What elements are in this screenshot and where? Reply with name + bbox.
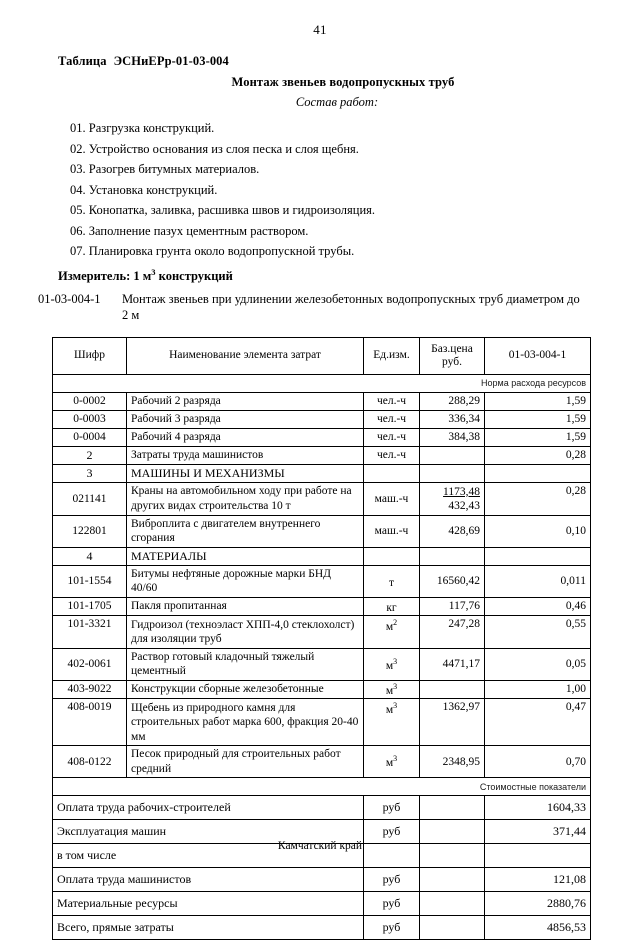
column-header-unit: Ед.изм. [364,337,420,374]
list-item: 03. Разогрев битумных материалов. [70,162,260,176]
cell-name: Песок природный для строительных работ средний [127,746,364,778]
summary-row [53,796,591,820]
cell-norm [485,547,591,565]
unit-text: м [385,684,394,697]
unit-superscript: 3 [393,681,398,691]
cell-unit [364,565,420,597]
cell-price [420,464,485,482]
table-row [53,565,591,597]
list-item: 04. Установка конструкций. [70,182,218,197]
price-stack [424,485,480,513]
cell-norm: 0,10 [485,515,591,547]
unit-superscript: 3 [393,656,398,666]
section-title: МАТЕРИАЛЫ [127,547,364,565]
unit-text: м [385,703,394,716]
table-header-row [53,337,591,374]
cell-name: Пакля пропитанная [127,597,364,615]
cell-unit: маш.-ч [364,482,420,515]
list-item: 07. Планировка грунта около водопропускной трубы. [70,244,355,258]
table-row [53,680,591,698]
unit-text: кг [386,601,397,614]
column-header-price [420,337,485,374]
cell-code: 101-3321 [53,615,127,648]
list-item: 02. Устройство основания из слоя песка и слоя щебня. [70,141,359,156]
document-header [0,54,640,110]
cell-norm [485,464,591,482]
summary-spacer [420,892,485,916]
summary-row [53,868,591,892]
cell-name: Рабочий 4 разряда [127,428,364,446]
summary-label: в том числе [53,844,364,868]
norm-code: 01-03-004-1 [38,291,101,306]
column-header-price-line2: руб. [442,355,462,368]
summary-label: Эксплуатация машин [53,820,364,844]
table-row [53,515,591,547]
page-number: 41 [313,22,327,37]
measure-tail: конструкций [155,268,233,283]
summary-label: Материальные ресурсы [53,892,364,916]
subheader-resources-row [53,374,591,392]
table-row [53,392,591,410]
column-header-norm: 01-03-004-1 [485,337,591,374]
summary-value: 2880,76 [485,892,591,916]
page-title: Монтаж звеньев водопропускных труб [231,75,455,89]
unit-text: м [385,757,394,770]
summary-unit: руб [364,796,420,820]
unit-superscript: 3 [393,700,398,710]
measure-value: 1 м [133,268,152,283]
cell-code: 403-9022 [53,680,127,698]
measure-superscript: 3 [151,266,156,277]
section-number: 3 [53,464,127,482]
column-header-code: Шифр [53,337,127,374]
cell-code: 408-0019 [53,698,127,746]
cell-code: 0-0002 [53,392,127,410]
cell-norm: 1,00 [485,680,591,698]
cell-price [420,482,485,515]
cell-code: 0-0003 [53,410,127,428]
unit-text: т [388,576,395,589]
cell-price [420,547,485,565]
cell-name: Битумы нефтяные дорожные марки БНД 40/60 [127,565,364,597]
cell-unit [364,615,420,648]
cell-name: Раствор готовый кладочный тяжелый цементный [127,648,364,680]
summary-spacer [420,796,485,820]
section-row-materials [53,547,591,565]
cell-unit: чел.-ч [364,428,420,446]
cell-unit [364,648,420,680]
cell-norm: 1,59 [485,410,591,428]
cell-norm: 0,28 [485,482,591,515]
norm-description [0,284,640,323]
cell-price: 117,76 [420,597,485,615]
cell-price: 384,38 [420,428,485,446]
column-header-price-line1: Баз.цена [431,342,473,355]
summary-spacer [420,868,485,892]
section-title: МАШИНЫ И МЕХАНИЗМЫ [127,464,364,482]
section-number: 4 [53,547,127,565]
unit-text: м [385,620,394,633]
table-row [53,428,591,446]
cell-name: Рабочий 3 разряда [127,410,364,428]
cell-unit [364,680,420,698]
cell-price: 288,29 [420,392,485,410]
measure-label: Измеритель: [58,268,131,283]
cell-unit: чел.-ч [364,446,420,464]
summary-spacer [420,916,485,940]
cell-name: Краны на автомобильном ходу при работе на других видах строительства 10 т [127,482,364,515]
cell-unit: маш.-ч [364,515,420,547]
summary-unit: руб [364,868,420,892]
cell-name: Виброплита с двигателем внутреннего сгорания [127,515,364,547]
cell-norm: 0,70 [485,746,591,778]
cell-price: 16560,42 [420,565,485,597]
cell-price: 2348,95 [420,746,485,778]
cell-name: Рабочий 2 разряда [127,392,364,410]
cell-code: 101-1554 [53,565,127,597]
cell-unit [364,746,420,778]
table-row [53,746,591,778]
subheader-resources-label: Норма расхода ресурсов [53,374,591,392]
table-row [53,410,591,428]
table-row [53,446,591,464]
measure-line [0,262,640,284]
cell-norm: 1,59 [485,392,591,410]
table-code-line [58,54,588,69]
cell-price: 4471,17 [420,648,485,680]
summary-unit: руб [364,916,420,940]
cell-name: Конструкции сборные железобетонные [127,680,364,698]
cell-code: 122801 [53,515,127,547]
cell-price: 247,28 [420,615,485,648]
unit-superscript: 2 [393,617,398,627]
table-code: ЭСНиЕРр-01-03-004 [113,54,229,68]
summary-row [53,892,591,916]
cell-unit: чел.-ч [364,392,420,410]
cell-name: Щебень из природного камня для строительных работ марка 600, фракция 20-40 мм [127,698,364,746]
cell-code: 021141 [53,482,127,515]
subheader-costs-row [53,778,591,796]
summary-label: Всего, прямые затраты [53,916,364,940]
cell-norm: 0,28 [485,446,591,464]
cell-name: Затраты труда машинистов [127,446,364,464]
price-secondary: 432,43 [448,499,480,512]
table-row [53,482,591,515]
cell-norm: 0,05 [485,648,591,680]
cell-price: 336,34 [420,410,485,428]
cell-code: 408-0122 [53,746,127,778]
cell-norm: 0,011 [485,565,591,597]
cell-code: 2 [53,446,127,464]
cell-code: 0-0004 [53,428,127,446]
cell-unit: чел.-ч [364,410,420,428]
norm-text: Монтаж звеньев при удлинении железобетонных водопропускных труб диаметром до 2 м [122,291,580,322]
cell-name: Гидроизол (техноэласт ХПП-4,0 стеклохолст) для изоляции труб [127,615,364,648]
summary-unit: руб [364,820,420,844]
cell-price [420,446,485,464]
subheader-costs-label: Стоимостные показатели [53,778,591,796]
cell-unit [364,597,420,615]
page-footer: Камчатский край [277,840,363,852]
section-row-machines [53,464,591,482]
summary-value: 121,08 [485,868,591,892]
list-item: 01. Разгрузка конструкций. [70,121,215,135]
list-item: 06. Заполнение пазух цементным раствором. [70,223,309,238]
table-row [53,648,591,680]
table-row [53,597,591,615]
cell-norm: 0,47 [485,698,591,746]
price-base: 1173,48 [443,485,480,498]
summary-unit: руб [364,892,420,916]
list-item: 05. Конопатка, заливка, расшивка швов и гидроизоляция. [70,203,376,217]
cell-unit [364,547,420,565]
cell-price: 428,69 [420,515,485,547]
summary-label: Оплата труда машинистов [53,868,364,892]
cell-price [420,680,485,698]
table-row [53,698,591,746]
table-row [53,615,591,648]
cell-code: 101-1705 [53,597,127,615]
column-header-name: Наименование элемента затрат [127,337,364,374]
summary-value: 1604,33 [485,796,591,820]
summary-label: Оплата труда рабочих-строителей [53,796,364,820]
cell-norm: 0,46 [485,597,591,615]
unit-superscript: 3 [393,754,398,764]
summary-row [53,916,591,940]
unit-text: м [385,659,394,672]
cell-norm: 0,55 [485,615,591,648]
cell-norm: 1,59 [485,428,591,446]
summary-value: 4856,53 [485,916,591,940]
summary-value: 371,44 [485,820,591,844]
works-caption: Состав работ: [295,95,379,109]
cell-code: 402-0061 [53,648,127,680]
cell-unit [364,464,420,482]
cell-unit [364,698,420,746]
table-label: Таблица [58,54,107,68]
cell-price: 1362,97 [420,698,485,746]
works-list [0,118,640,262]
